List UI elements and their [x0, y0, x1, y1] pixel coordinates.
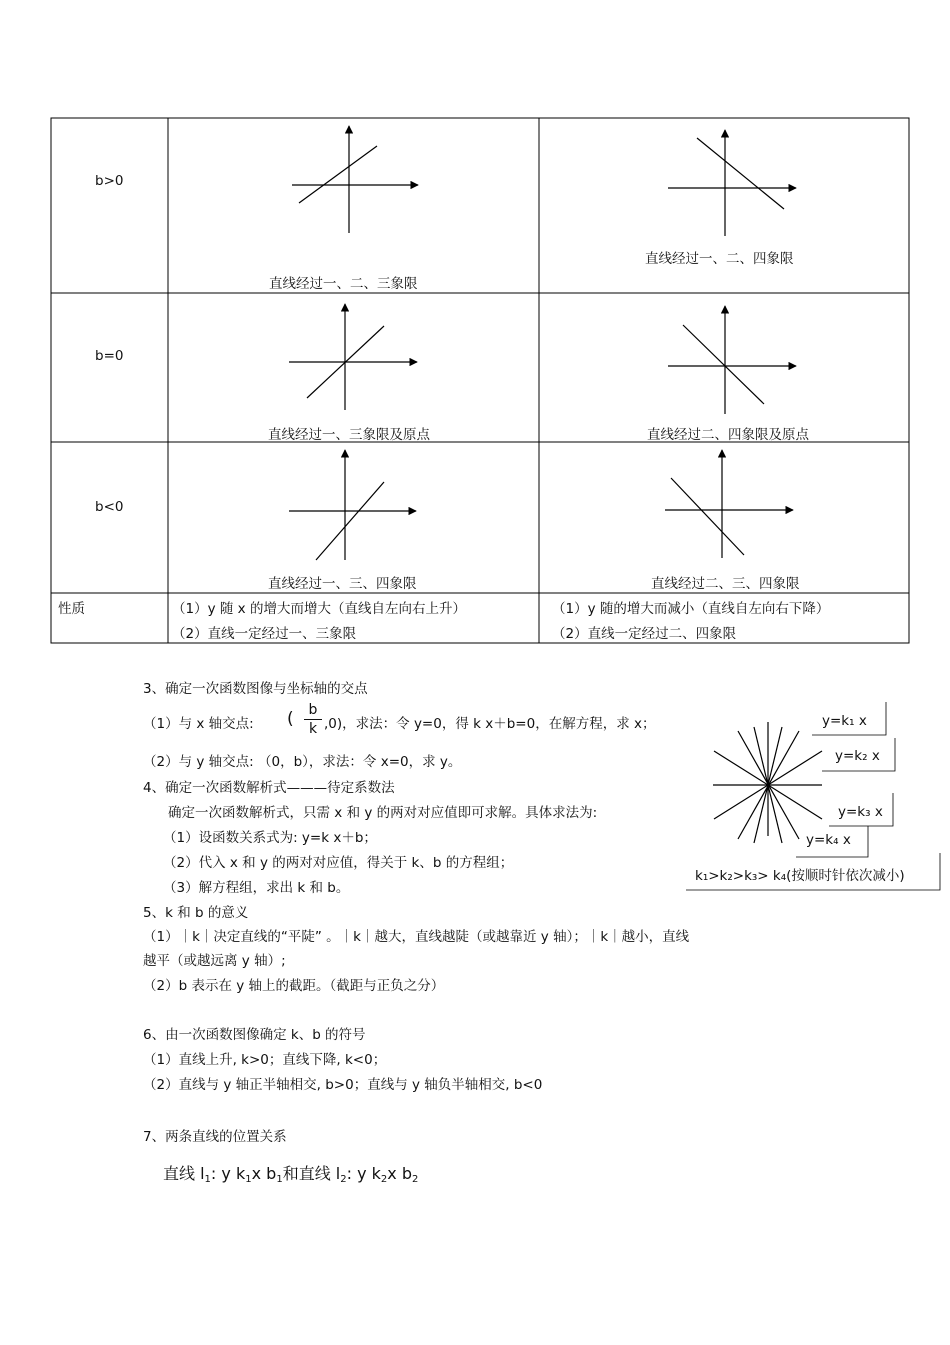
- section3-line1-b: ,0)，求法：令 y=0，得 k x＋b=0，在解方程，求 x；: [324, 716, 656, 732]
- row-label-b-pos: b>0: [95, 173, 124, 189]
- graph-b-zero-k-neg: [668, 306, 796, 414]
- section4-heading: 4、确定一次函数解析式———待定系数法: [143, 780, 395, 796]
- fraction-numerator: b: [308, 702, 318, 718]
- formula-sub: 1: [245, 1174, 252, 1185]
- section3-paren: (: [287, 709, 294, 729]
- graph-b-neg-k-pos: [289, 450, 416, 560]
- row-label-b-neg: b<0: [95, 499, 124, 515]
- section7-heading: 7、两条直线的位置关系: [143, 1129, 287, 1145]
- graph-b-pos-k-pos: [292, 126, 418, 233]
- label-k1: y=k₁ x: [822, 713, 867, 729]
- section6-line1: （1）直线上升, k>0；直线下降, k<0；: [143, 1052, 387, 1068]
- formula-part: : y k: [210, 1164, 246, 1183]
- label-k3: y=k₃ x: [838, 804, 883, 820]
- property-left-2: （2）直线一定经过一、三象限: [172, 626, 357, 642]
- formula-part: x b: [387, 1164, 412, 1183]
- two-lines-formula: [163, 1161, 418, 1185]
- section6-line2: （2）直线与 y 轴正半轴相交, b>0；直线与 y 轴负半轴相交, b<0: [143, 1077, 543, 1093]
- section4-step1: （1）设函数关系式为: y=k x＋b；: [163, 830, 377, 846]
- slope-star-figure: [713, 722, 822, 843]
- section5-line1: （1）｜k｜决定直线的“平陡” 。｜k｜越大，直线越陡（或越靠近 y 轴）；｜k｜越小，直线: [143, 929, 690, 945]
- section5-heading: 5、k 和 b 的意义: [143, 905, 249, 921]
- caption-b-pos-k-neg: 直线经过一、二、四象限: [645, 251, 794, 267]
- section4-step3: （3）解方程组，求出 k 和 b。: [163, 880, 350, 896]
- graph-b-neg-k-neg: [665, 450, 793, 558]
- section5-line2: （2）b 表示在 y 轴上的截距。（截距与正负之分）: [143, 978, 445, 994]
- label-k4: y=k₄ x: [806, 832, 851, 848]
- formula-part: : y k: [346, 1164, 381, 1183]
- property-right-2: （2）直线一定经过二、四象限: [552, 626, 737, 642]
- caption-b-zero-k-neg: 直线经过二、四象限及原点: [647, 427, 809, 443]
- section3-line1-a: （1）与 x 轴交点:: [143, 716, 254, 732]
- section5-line1-cont: 越平（或越远离 y 轴）;: [143, 953, 286, 969]
- section6-heading: 6、由一次函数图像确定 k、b 的符号: [143, 1027, 366, 1043]
- section3-heading: 3、确定一次函数图像与坐标轴的交点: [143, 681, 368, 697]
- graph-b-zero-k-pos: [289, 304, 417, 410]
- caption-b-neg-k-pos: 直线经过一、三、四象限: [268, 576, 417, 592]
- formula-part: 和直线 l: [282, 1164, 341, 1183]
- formula-sub: 2: [380, 1174, 388, 1185]
- formula-part: x b: [251, 1164, 277, 1183]
- property-label: 性质: [58, 601, 85, 617]
- label-k2: y=k₂ x: [835, 748, 880, 764]
- formula-sub: 2: [412, 1174, 419, 1185]
- formula-sub: 1: [204, 1174, 211, 1185]
- fraction-denominator: k: [304, 719, 322, 738]
- caption-b-pos-k-pos: 直线经过一、二、三象限: [269, 276, 418, 292]
- section4-intro: 确定一次函数解析式，只需 x 和 y 的两对对应值即可求解。具体求法为:: [168, 805, 598, 821]
- formula-part: 直线 l: [163, 1164, 205, 1183]
- section4-step2: （2）代入 x 和 y 的两对对应值，得关于 k、b 的方程组；: [163, 855, 514, 871]
- intercept-fraction: [304, 701, 322, 738]
- table-borders: [51, 118, 909, 643]
- caption-b-neg-k-neg: 直线经过二、三、四象限: [651, 576, 800, 592]
- property-right-1: （1）y 随的增大而减小（直线自左向右下降）: [552, 601, 830, 617]
- property-left-1: （1）y 随 x 的增大而增大（直线自左向右上升）: [172, 601, 466, 617]
- figure-caption: k₁>k₂>k₃> k₄(按顺时针依次减小): [695, 868, 905, 884]
- caption-b-zero-k-pos: 直线经过一、三象限及原点: [268, 427, 430, 443]
- formula-sub: 2: [340, 1174, 347, 1185]
- label-boxes: [686, 702, 940, 890]
- section3-line2: （2）与 y 轴交点: （0，b），求法：令 x=0，求 y。: [143, 754, 462, 770]
- graph-b-pos-k-neg: [668, 130, 796, 236]
- formula-sub: 1: [276, 1174, 283, 1185]
- row-label-b-zero: b=0: [95, 348, 124, 364]
